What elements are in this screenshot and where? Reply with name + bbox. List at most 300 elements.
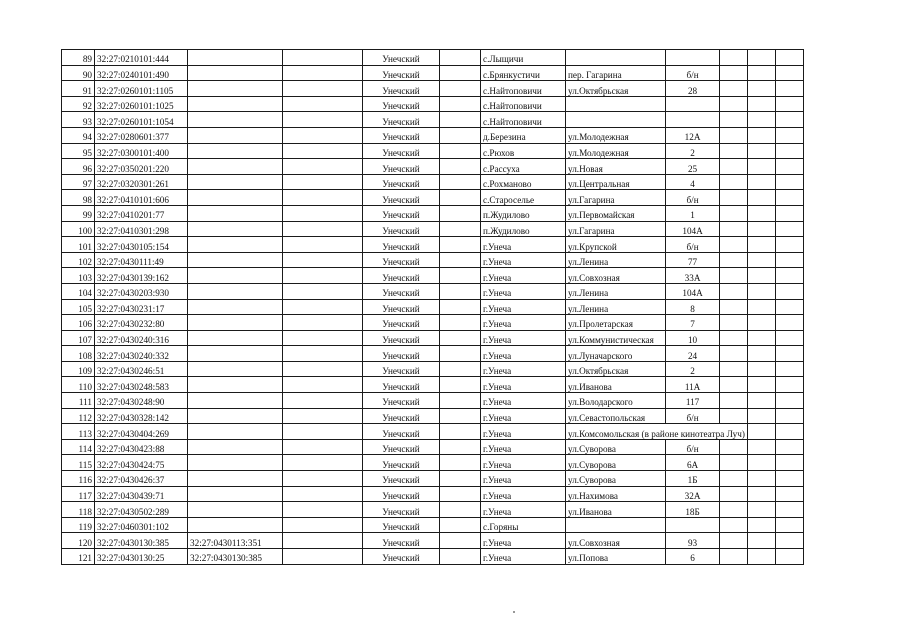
house-number-cell: 25 — [665, 159, 720, 175]
linked-cadastral-number-cell — [188, 502, 283, 518]
house-number-cell: 18Б — [665, 502, 720, 518]
settlement-cell: г.Унеча — [481, 252, 566, 268]
empty-cell — [283, 174, 363, 190]
empty-cell — [440, 455, 481, 471]
district-cell: Унечский — [363, 96, 440, 112]
empty-cell — [720, 237, 747, 253]
empty-cell — [440, 283, 481, 299]
empty-cell — [720, 377, 747, 393]
empty-cell — [747, 549, 775, 565]
linked-cadastral-number-cell — [188, 159, 283, 175]
district-cell: Унечский — [363, 283, 440, 299]
empty-cell — [720, 81, 747, 97]
row-number-cell: 121 — [62, 549, 95, 565]
street-cell: ул.Октябрьская — [566, 81, 666, 97]
settlement-cell: п.Жудилово — [481, 205, 566, 221]
row-number-cell: 96 — [62, 159, 95, 175]
linked-cadastral-number-cell — [188, 252, 283, 268]
house-number-cell — [665, 96, 720, 112]
row-number-cell: 94 — [62, 127, 95, 143]
table-row — [62, 283, 804, 299]
settlement-cell: с.Рассуха — [481, 159, 566, 175]
empty-cell — [747, 96, 775, 112]
empty-cell — [747, 361, 775, 377]
empty-cell — [440, 330, 481, 346]
empty-cell — [440, 96, 481, 112]
street-cell: ул.Гагарина — [566, 190, 666, 206]
empty-cell — [775, 424, 803, 440]
empty-cell — [747, 315, 775, 331]
empty-cell — [720, 252, 747, 268]
empty-cell — [440, 50, 481, 66]
table-row — [62, 455, 804, 471]
settlement-cell: г.Унеча — [481, 502, 566, 518]
table-row — [62, 330, 804, 346]
empty-cell — [283, 299, 363, 315]
district-cell: Унечский — [363, 502, 440, 518]
settlement-cell: г.Унеча — [481, 549, 566, 565]
district-cell: Унечский — [363, 174, 440, 190]
empty-cell — [720, 393, 747, 409]
house-number-cell: б/н — [665, 439, 720, 455]
settlement-cell: г.Унеча — [481, 439, 566, 455]
house-number-cell: 32А — [665, 486, 720, 502]
table-row — [62, 486, 804, 502]
district-cell: Унечский — [363, 190, 440, 206]
empty-cell — [775, 143, 803, 159]
empty-cell — [720, 159, 747, 175]
street-cell: ул.Попова — [566, 549, 666, 565]
linked-cadastral-number-cell: 32:27:0430113:351 — [188, 533, 283, 549]
linked-cadastral-number-cell — [188, 471, 283, 487]
linked-cadastral-number-cell — [188, 408, 283, 424]
cadastral-number-cell: 32:27:0260101:1054 — [95, 112, 188, 128]
linked-cadastral-number-cell — [188, 127, 283, 143]
empty-cell — [283, 361, 363, 377]
district-cell: Унечский — [363, 237, 440, 253]
empty-cell — [775, 299, 803, 315]
empty-cell — [283, 127, 363, 143]
empty-cell — [283, 517, 363, 533]
district-cell: Унечский — [363, 517, 440, 533]
empty-cell — [775, 174, 803, 190]
table-row — [62, 174, 804, 190]
linked-cadastral-number-cell — [188, 190, 283, 206]
settlement-cell: г.Унеча — [481, 346, 566, 362]
row-number-cell: 109 — [62, 361, 95, 377]
district-cell: Унечский — [363, 533, 440, 549]
empty-cell — [747, 237, 775, 253]
street-cell: пер. Гагарина — [566, 65, 666, 81]
settlement-cell: г.Унеча — [481, 377, 566, 393]
house-number-cell: 104А — [665, 221, 720, 237]
settlement-cell: г.Унеча — [481, 299, 566, 315]
settlement-cell: г.Унеча — [481, 268, 566, 284]
table-row — [62, 205, 804, 221]
empty-cell — [440, 346, 481, 362]
cadastral-number-cell: 32:27:0280601:377 — [95, 127, 188, 143]
empty-cell — [747, 393, 775, 409]
row-number-cell: 115 — [62, 455, 95, 471]
empty-cell — [747, 533, 775, 549]
empty-cell — [720, 174, 747, 190]
linked-cadastral-number-cell — [188, 377, 283, 393]
table-row — [62, 221, 804, 237]
linked-cadastral-number-cell — [188, 517, 283, 533]
empty-cell — [747, 517, 775, 533]
empty-cell — [775, 127, 803, 143]
settlement-cell: г.Унеча — [481, 424, 566, 440]
cadastral-number-cell: 32:27:0430139:162 — [95, 268, 188, 284]
district-cell: Унечский — [363, 424, 440, 440]
cadastral-number-cell: 32:27:0410101:606 — [95, 190, 188, 206]
table-row — [62, 393, 804, 409]
empty-cell — [440, 252, 481, 268]
cadastral-number-cell: 32:27:0430424:75 — [95, 455, 188, 471]
empty-cell — [283, 346, 363, 362]
cadastral-number-cell: 32:27:0430248:90 — [95, 393, 188, 409]
row-number-cell: 98 — [62, 190, 95, 206]
empty-cell — [440, 377, 481, 393]
street-cell: ул.Севастопольская — [566, 408, 666, 424]
empty-cell — [720, 346, 747, 362]
empty-cell — [775, 268, 803, 284]
empty-cell — [775, 361, 803, 377]
empty-cell — [775, 502, 803, 518]
house-number-cell — [665, 517, 720, 533]
table-body — [62, 50, 804, 565]
empty-cell — [440, 502, 481, 518]
district-cell: Унечский — [363, 81, 440, 97]
street-cell: ул.Коммунистическая — [566, 330, 666, 346]
row-number-cell: 102 — [62, 252, 95, 268]
street-cell: ул.Луначарского — [566, 346, 666, 362]
empty-cell — [720, 455, 747, 471]
cadastral-number-cell: 32:27:0410201:77 — [95, 205, 188, 221]
cadastral-number-cell: 32:27:0460301:102 — [95, 517, 188, 533]
empty-cell — [440, 221, 481, 237]
empty-cell — [440, 471, 481, 487]
linked-cadastral-number-cell — [188, 330, 283, 346]
table-row — [62, 517, 804, 533]
district-cell: Унечский — [363, 205, 440, 221]
empty-cell — [775, 346, 803, 362]
house-number-cell — [665, 50, 720, 66]
empty-cell — [440, 533, 481, 549]
street-cell — [566, 517, 666, 533]
row-number-cell: 100 — [62, 221, 95, 237]
settlement-cell: г.Унеча — [481, 330, 566, 346]
house-number-cell: 2 — [665, 143, 720, 159]
empty-cell — [720, 533, 747, 549]
row-number-cell: 97 — [62, 174, 95, 190]
table-row — [62, 81, 804, 97]
settlement-cell: с.Рохманово — [481, 174, 566, 190]
empty-cell — [283, 81, 363, 97]
table-row — [62, 127, 804, 143]
row-number-cell: 116 — [62, 471, 95, 487]
cadastral-number-cell: 32:27:0430240:316 — [95, 330, 188, 346]
row-number-cell: 93 — [62, 112, 95, 128]
table-row — [62, 252, 804, 268]
empty-cell — [720, 299, 747, 315]
cadastral-number-cell: 32:27:0260101:1105 — [95, 81, 188, 97]
empty-cell — [440, 424, 481, 440]
cadastral-number-cell: 32:27:0430111:49 — [95, 252, 188, 268]
cadastral-number-cell: 32:27:0430439:71 — [95, 486, 188, 502]
empty-cell — [720, 268, 747, 284]
linked-cadastral-number-cell — [188, 205, 283, 221]
empty-cell — [440, 393, 481, 409]
row-number-cell: 90 — [62, 65, 95, 81]
land-plot-register-table — [61, 49, 804, 565]
cadastral-number-cell: 32:27:0430426:37 — [95, 471, 188, 487]
empty-cell — [720, 439, 747, 455]
street-cell: ул.Ленина — [566, 299, 666, 315]
settlement-cell: с.Старосельe — [481, 190, 566, 206]
row-number-cell: 91 — [62, 81, 95, 97]
row-number-cell: 110 — [62, 377, 95, 393]
empty-cell — [283, 471, 363, 487]
street-cell: ул.Иванова — [566, 502, 666, 518]
house-number-cell: 6 — [665, 549, 720, 565]
linked-cadastral-number-cell — [188, 143, 283, 159]
district-cell: Унечский — [363, 221, 440, 237]
street-cell: ул.Молодежная — [566, 127, 666, 143]
empty-cell — [747, 143, 775, 159]
empty-cell — [440, 205, 481, 221]
empty-cell — [440, 174, 481, 190]
empty-cell — [747, 190, 775, 206]
empty-cell — [283, 221, 363, 237]
empty-cell — [440, 237, 481, 253]
empty-cell — [440, 65, 481, 81]
cadastral-number-cell: 32:27:0350201:220 — [95, 159, 188, 175]
house-number-cell: 6А — [665, 455, 720, 471]
street-cell: ул.Ленина — [566, 252, 666, 268]
row-number-cell: 105 — [62, 299, 95, 315]
row-number-cell: 106 — [62, 315, 95, 331]
table-row — [62, 549, 804, 565]
street-cell: ул.Октябрьская — [566, 361, 666, 377]
empty-cell — [283, 143, 363, 159]
empty-cell — [440, 315, 481, 331]
empty-cell — [775, 549, 803, 565]
settlement-cell: с.Найтоповичи — [481, 81, 566, 97]
empty-cell — [775, 205, 803, 221]
row-number-cell: 117 — [62, 486, 95, 502]
house-number-cell: 93 — [665, 533, 720, 549]
table-row — [62, 408, 804, 424]
settlement-cell: г.Унеча — [481, 486, 566, 502]
house-number-cell: 77 — [665, 252, 720, 268]
row-number-cell: 113 — [62, 424, 95, 440]
empty-cell — [775, 81, 803, 97]
linked-cadastral-number-cell — [188, 455, 283, 471]
cadastral-number-cell: 32:27:0210101:444 — [95, 50, 188, 66]
linked-cadastral-number-cell: 32:27:0430130:385 — [188, 549, 283, 565]
empty-cell — [775, 377, 803, 393]
empty-cell — [775, 439, 803, 455]
empty-cell — [283, 190, 363, 206]
table-row — [62, 237, 804, 253]
empty-cell — [283, 408, 363, 424]
scan-speck — [513, 611, 515, 613]
empty-cell — [775, 159, 803, 175]
street-cell: ул.Нахимова — [566, 486, 666, 502]
table-row — [62, 143, 804, 159]
table-row — [62, 377, 804, 393]
settlement-cell: г.Унеча — [481, 471, 566, 487]
linked-cadastral-number-cell — [188, 346, 283, 362]
empty-cell — [283, 96, 363, 112]
house-number-cell: 10 — [665, 330, 720, 346]
street-cell — [566, 50, 666, 66]
district-cell: Унечский — [363, 346, 440, 362]
empty-cell — [283, 65, 363, 81]
empty-cell — [747, 502, 775, 518]
empty-cell — [720, 127, 747, 143]
linked-cadastral-number-cell — [188, 268, 283, 284]
empty-cell — [440, 81, 481, 97]
cadastral-number-cell: 32:27:0260101:1025 — [95, 96, 188, 112]
linked-cadastral-number-cell — [188, 65, 283, 81]
linked-cadastral-number-cell — [188, 361, 283, 377]
empty-cell — [747, 330, 775, 346]
table-row — [62, 190, 804, 206]
cadastral-number-cell: 32:27:0240101:490 — [95, 65, 188, 81]
settlement-cell: с.Горяны — [481, 517, 566, 533]
linked-cadastral-number-cell — [188, 393, 283, 409]
table-row — [62, 315, 804, 331]
empty-cell — [747, 471, 775, 487]
empty-cell — [747, 252, 775, 268]
empty-cell — [775, 471, 803, 487]
district-cell: Унечский — [363, 549, 440, 565]
row-number-cell: 111 — [62, 393, 95, 409]
row-number-cell: 101 — [62, 237, 95, 253]
empty-cell — [720, 205, 747, 221]
linked-cadastral-number-cell — [188, 50, 283, 66]
district-cell: Унечский — [363, 50, 440, 66]
settlement-cell: г.Унеча — [481, 361, 566, 377]
empty-cell — [283, 455, 363, 471]
row-number-cell: 107 — [62, 330, 95, 346]
cadastral-number-cell: 32:27:0300101:400 — [95, 143, 188, 159]
cadastral-number-cell: 32:27:0430130:385 — [95, 533, 188, 549]
row-number-cell: 118 — [62, 502, 95, 518]
empty-cell — [747, 81, 775, 97]
empty-cell — [747, 159, 775, 175]
cadastral-number-cell: 32:27:0430105:154 — [95, 237, 188, 253]
empty-cell — [283, 393, 363, 409]
street-cell: ул.Центральная — [566, 174, 666, 190]
empty-cell — [283, 533, 363, 549]
empty-cell — [440, 190, 481, 206]
settlement-cell: с.Лыщичи — [481, 50, 566, 66]
cadastral-number-cell: 32:27:0430130:25 — [95, 549, 188, 565]
cadastral-number-cell: 32:27:0320301:261 — [95, 174, 188, 190]
house-number-cell: 117 — [665, 393, 720, 409]
street-cell: ул.Крупской — [566, 237, 666, 253]
empty-cell — [440, 408, 481, 424]
district-cell: Унечский — [363, 471, 440, 487]
row-number-cell: 92 — [62, 96, 95, 112]
table-row — [62, 96, 804, 112]
house-number-cell — [665, 112, 720, 128]
empty-cell — [720, 190, 747, 206]
empty-cell — [747, 65, 775, 81]
empty-cell — [775, 315, 803, 331]
settlement-cell: с.Рюхов — [481, 143, 566, 159]
empty-cell — [720, 143, 747, 159]
street-cell — [566, 112, 666, 128]
table-row — [62, 299, 804, 315]
empty-cell — [747, 205, 775, 221]
empty-cell — [440, 486, 481, 502]
district-cell: Унечский — [363, 299, 440, 315]
district-cell: Унечский — [363, 408, 440, 424]
empty-cell — [440, 299, 481, 315]
empty-cell — [720, 221, 747, 237]
empty-cell — [775, 393, 803, 409]
empty-cell — [720, 96, 747, 112]
empty-cell — [775, 486, 803, 502]
house-number-cell: 12А — [665, 127, 720, 143]
house-number-cell: 8 — [665, 299, 720, 315]
house-number-cell: 1Б — [665, 471, 720, 487]
street-cell: ул.Совхозная — [566, 533, 666, 549]
row-number-cell: 99 — [62, 205, 95, 221]
cadastral-number-cell: 32:27:0430246:51 — [95, 361, 188, 377]
empty-cell — [283, 486, 363, 502]
settlement-cell: г.Унеча — [481, 283, 566, 299]
settlement-cell: г.Унеча — [481, 533, 566, 549]
empty-cell — [747, 424, 775, 440]
empty-cell — [283, 549, 363, 565]
district-cell: Унечский — [363, 486, 440, 502]
linked-cadastral-number-cell — [188, 486, 283, 502]
cadastral-number-cell: 32:27:0410301:298 — [95, 221, 188, 237]
empty-cell — [440, 112, 481, 128]
empty-cell — [283, 502, 363, 518]
empty-cell — [283, 112, 363, 128]
empty-cell — [283, 50, 363, 66]
table-row — [62, 50, 804, 66]
cadastral-number-cell: 32:27:0430231:17 — [95, 299, 188, 315]
empty-cell — [720, 408, 747, 424]
empty-cell — [283, 268, 363, 284]
street-cell: ул.Совхозная — [566, 268, 666, 284]
empty-cell — [747, 377, 775, 393]
district-cell: Унечский — [363, 112, 440, 128]
linked-cadastral-number-cell — [188, 315, 283, 331]
street-cell: ул.Новая — [566, 159, 666, 175]
street-cell: ул.Суворова — [566, 471, 666, 487]
cadastral-number-cell: 32:27:0430240:332 — [95, 346, 188, 362]
empty-cell — [747, 486, 775, 502]
table-row — [62, 65, 804, 81]
empty-cell — [775, 455, 803, 471]
settlement-cell: д.Березина — [481, 127, 566, 143]
street-cell: ул.Иванова — [566, 377, 666, 393]
empty-cell — [283, 252, 363, 268]
row-number-cell: 104 — [62, 283, 95, 299]
linked-cadastral-number-cell — [188, 174, 283, 190]
empty-cell — [775, 50, 803, 66]
empty-cell — [283, 424, 363, 440]
linked-cadastral-number-cell — [188, 221, 283, 237]
